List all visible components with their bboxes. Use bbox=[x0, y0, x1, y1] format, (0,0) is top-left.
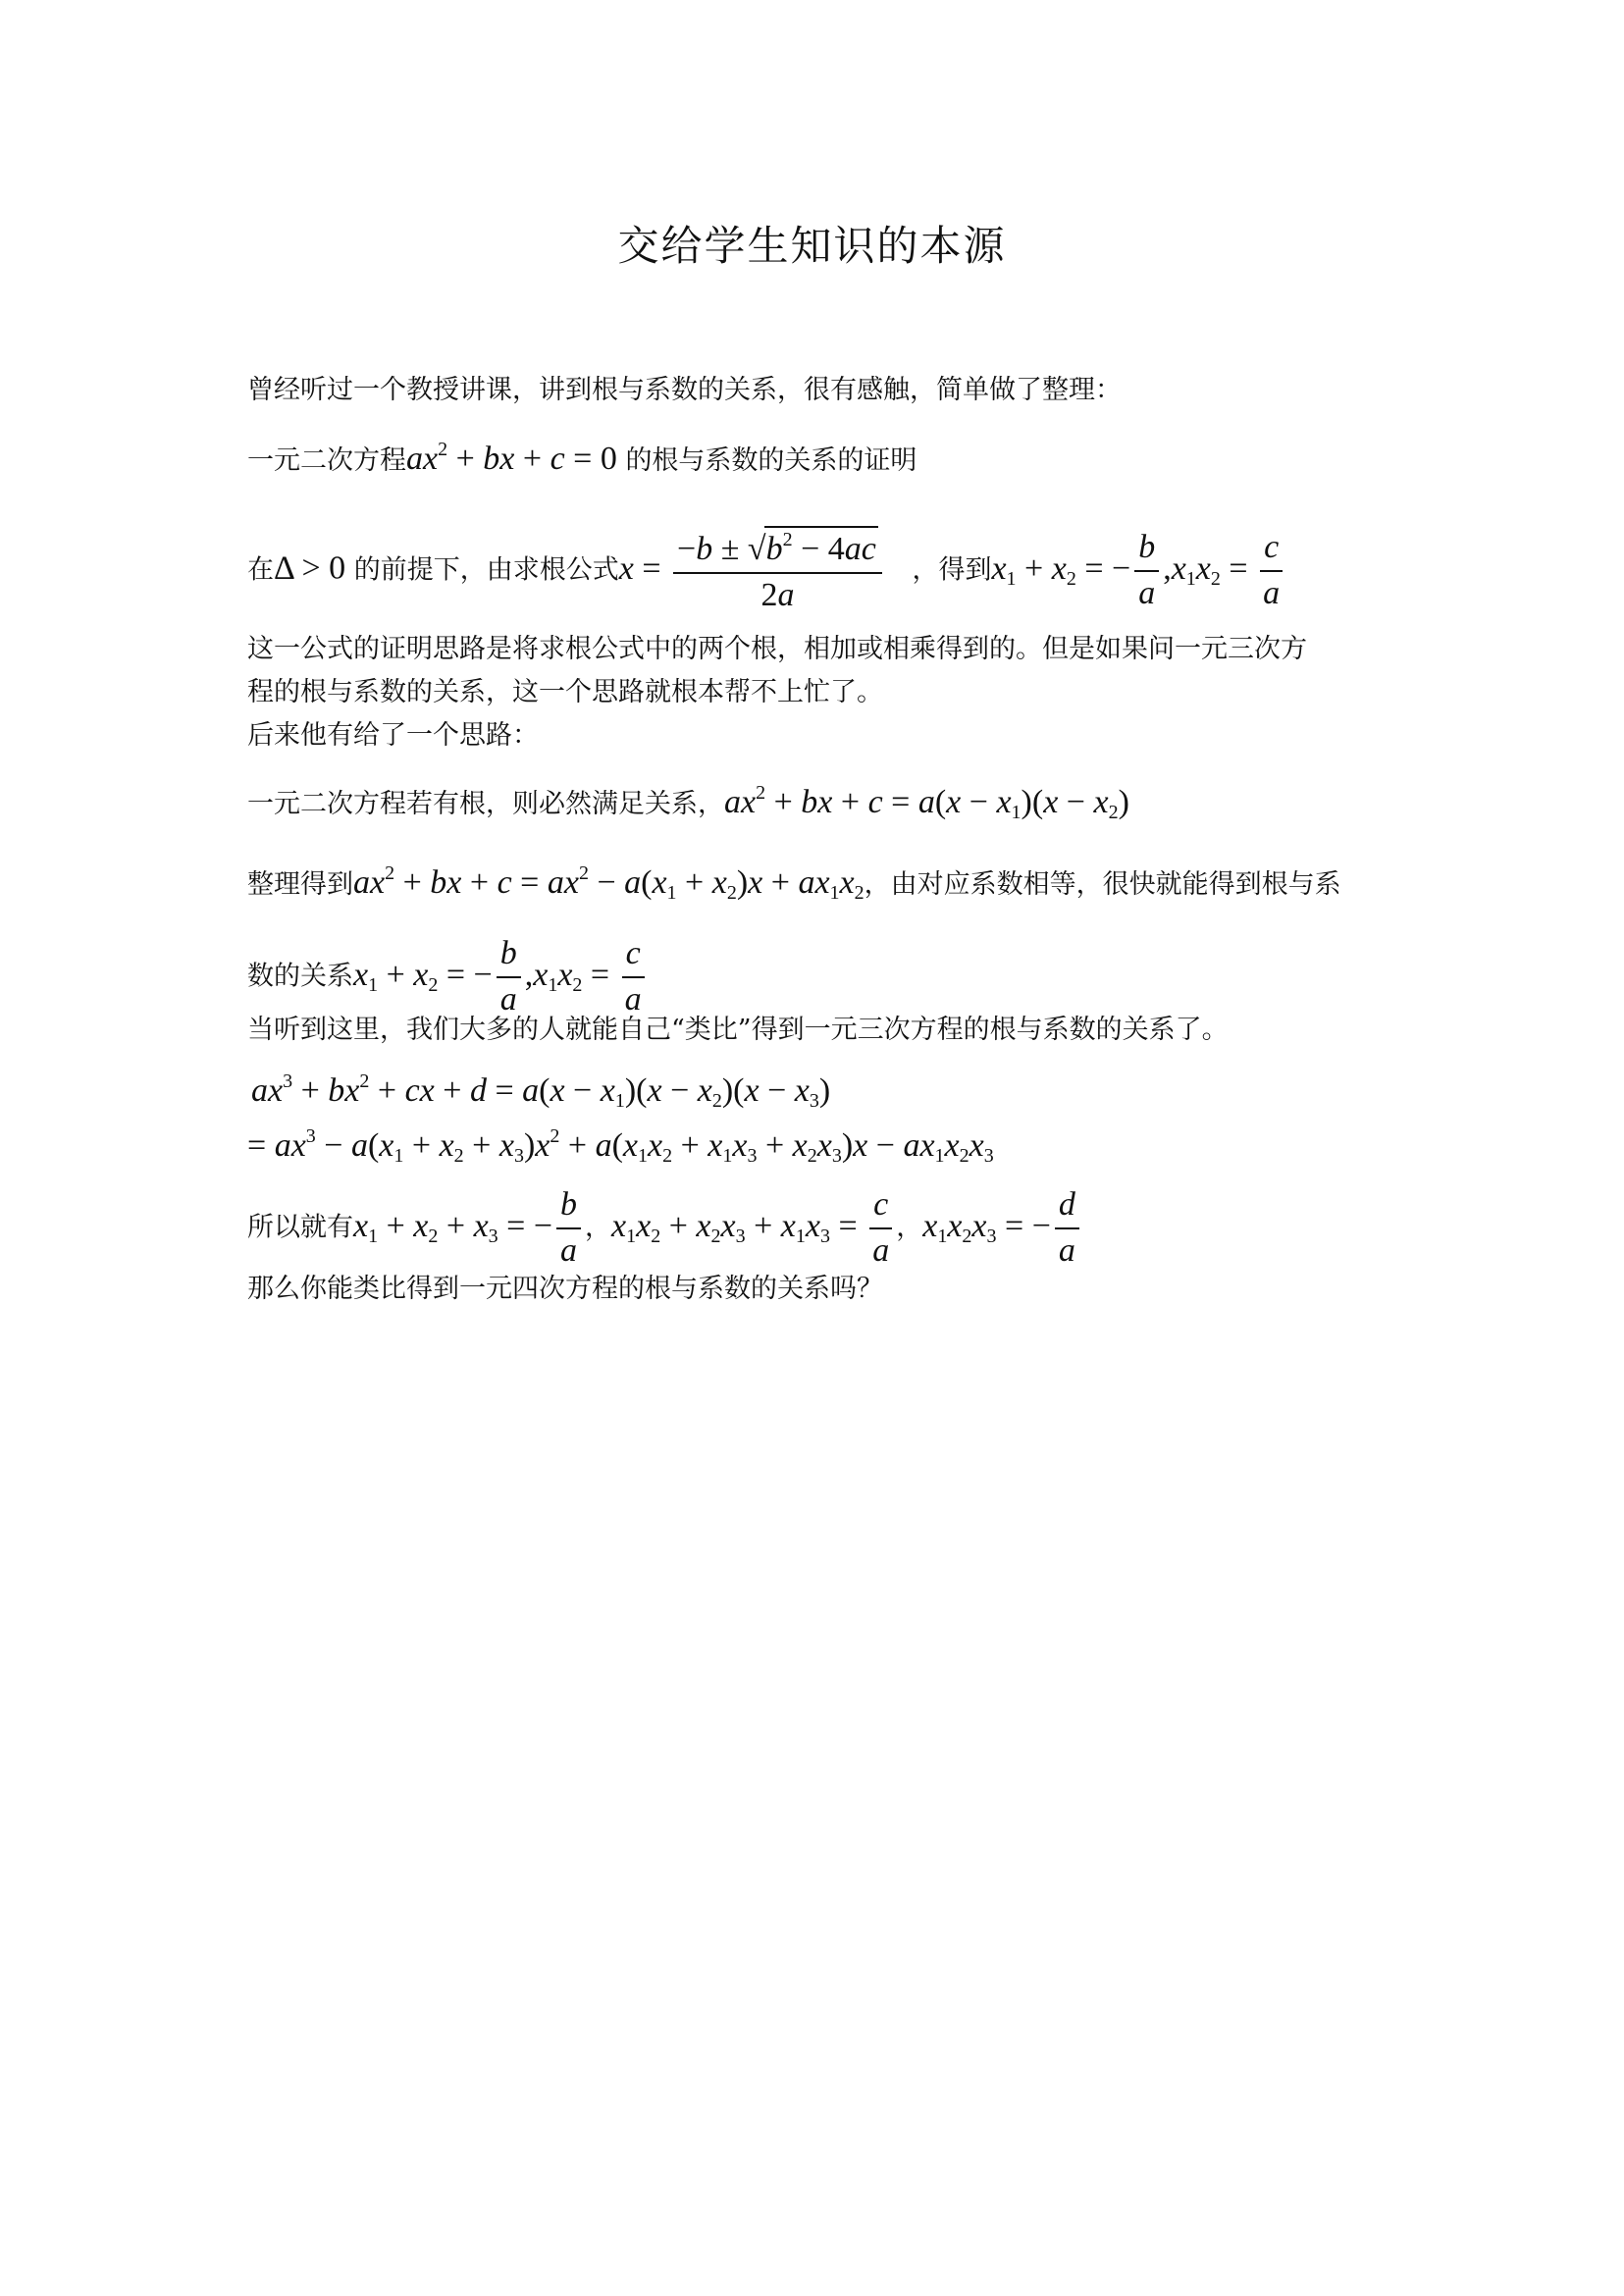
text-segment: 的根与系数的关系的证明 bbox=[625, 445, 917, 476]
text-segment: 一元二次方程若有根，则必然满足关系， bbox=[247, 789, 724, 819]
paragraph-intro: 曾经听过一个教授讲课，讲到根与系数的关系，很有感触，简单做了整理： bbox=[247, 375, 1122, 405]
paragraph-proof-idea-line1: 这一公式的证明思路是将求根公式中的两个根，相加或相乘得到的。但是如果问一元三次方 bbox=[247, 634, 1307, 664]
paragraph-vieta-cubic bbox=[247, 1185, 1083, 1272]
equation-vieta-quadratic: $x_1 + x_2$ = − $\frac{b}{a}$ $,x_1x_2$ = $\frac{c}{a}$ bbox=[991, 550, 1286, 587]
equation-root-formula: x = $\frac{-b \pm √b^2 - 4ac}{2a}$ bbox=[619, 550, 886, 587]
paragraph-analogy: 当听到这里，我们大多的人就能自己“类比”得到一元三次方程的根与系数的关系了。 bbox=[247, 1015, 1229, 1045]
text-segment: ，由对应系数相等，很快就能得到根与系 bbox=[864, 869, 1341, 900]
paragraph-question: 那么你能类比得到一元四次方程的根与系数的关系吗？ bbox=[247, 1274, 883, 1304]
equation-delta-condition: Δ > 0 bbox=[274, 549, 346, 587]
paragraph-proof-idea-line2: 程的根与系数的关系，这一个思路就根本帮不上忙了。 bbox=[247, 677, 883, 707]
paragraph-new-idea: 后来他有给了一个思路： bbox=[247, 720, 539, 751]
text-segment: 的前提下，由求根公式 bbox=[353, 554, 619, 586]
equation-expanded-quadratic: $ax^2$ + bx + $c = ax^2 - a(x_1 + x_2)x + ax_1x_2$ bbox=[353, 862, 864, 904]
equation-vieta-cubic-pairs: $x_1x_2 + x_2x_3 + x_1x_3$ = $\frac{c}{a}$ bbox=[611, 1208, 896, 1244]
text-segment: 一元二次方程 bbox=[247, 445, 406, 476]
text-segment: 所以就有 bbox=[247, 1212, 353, 1243]
paragraph-expand bbox=[247, 861, 1341, 905]
text-segment: ，得到 bbox=[912, 554, 992, 586]
text-segment: 数的关系 bbox=[247, 961, 353, 992]
equation-vieta-cubic-product: $x_1x_2x_3$ = − $\frac{d}{a}$ bbox=[922, 1208, 1083, 1244]
text-segment: ， bbox=[585, 1212, 612, 1243]
equation-cubic-factored: $ax^3 + bx^2$ + cx + $d = a(x - x_1)(x - x_2)(x - x_3)$ bbox=[251, 1070, 831, 1112]
paragraph-vieta-result bbox=[247, 934, 649, 1020]
paragraph-quadratic-formula bbox=[247, 526, 1286, 616]
paragraph-factored-form bbox=[247, 781, 1129, 824]
equation-quadratic: $ax^2$ + bx + c = 0 bbox=[406, 439, 617, 477]
equation-factored-quadratic: $ax^2$ + bx + $c = a(x - x_1)(x - x_2)$ bbox=[724, 782, 1129, 823]
text-segment: 整理得到 bbox=[247, 869, 353, 900]
page-title: 交给学生知识的本源 bbox=[617, 222, 1007, 270]
text-segment: 在 bbox=[247, 554, 274, 586]
equation-vieta-cubic-sum: $x_1 + x_2 + x_3$ = − $\frac{b}{a}$ bbox=[353, 1208, 585, 1244]
text-segment: ， bbox=[896, 1212, 923, 1243]
equation-cubic-expanded: = $ax^3 - a(x_1 + x_2 + x_3)x^2 + a(x_1x_2 + x_1x_3 + x_2x_3)x - ax_1x_2x_3$ bbox=[247, 1125, 994, 1167]
paragraph-quadratic-equation bbox=[247, 438, 917, 480]
equation-vieta-quadratic-2: $x_1 + x_2$ = − $\frac{b}{a}$ $,x_1x_2$ = $\frac{c}{a}$ bbox=[353, 957, 649, 993]
